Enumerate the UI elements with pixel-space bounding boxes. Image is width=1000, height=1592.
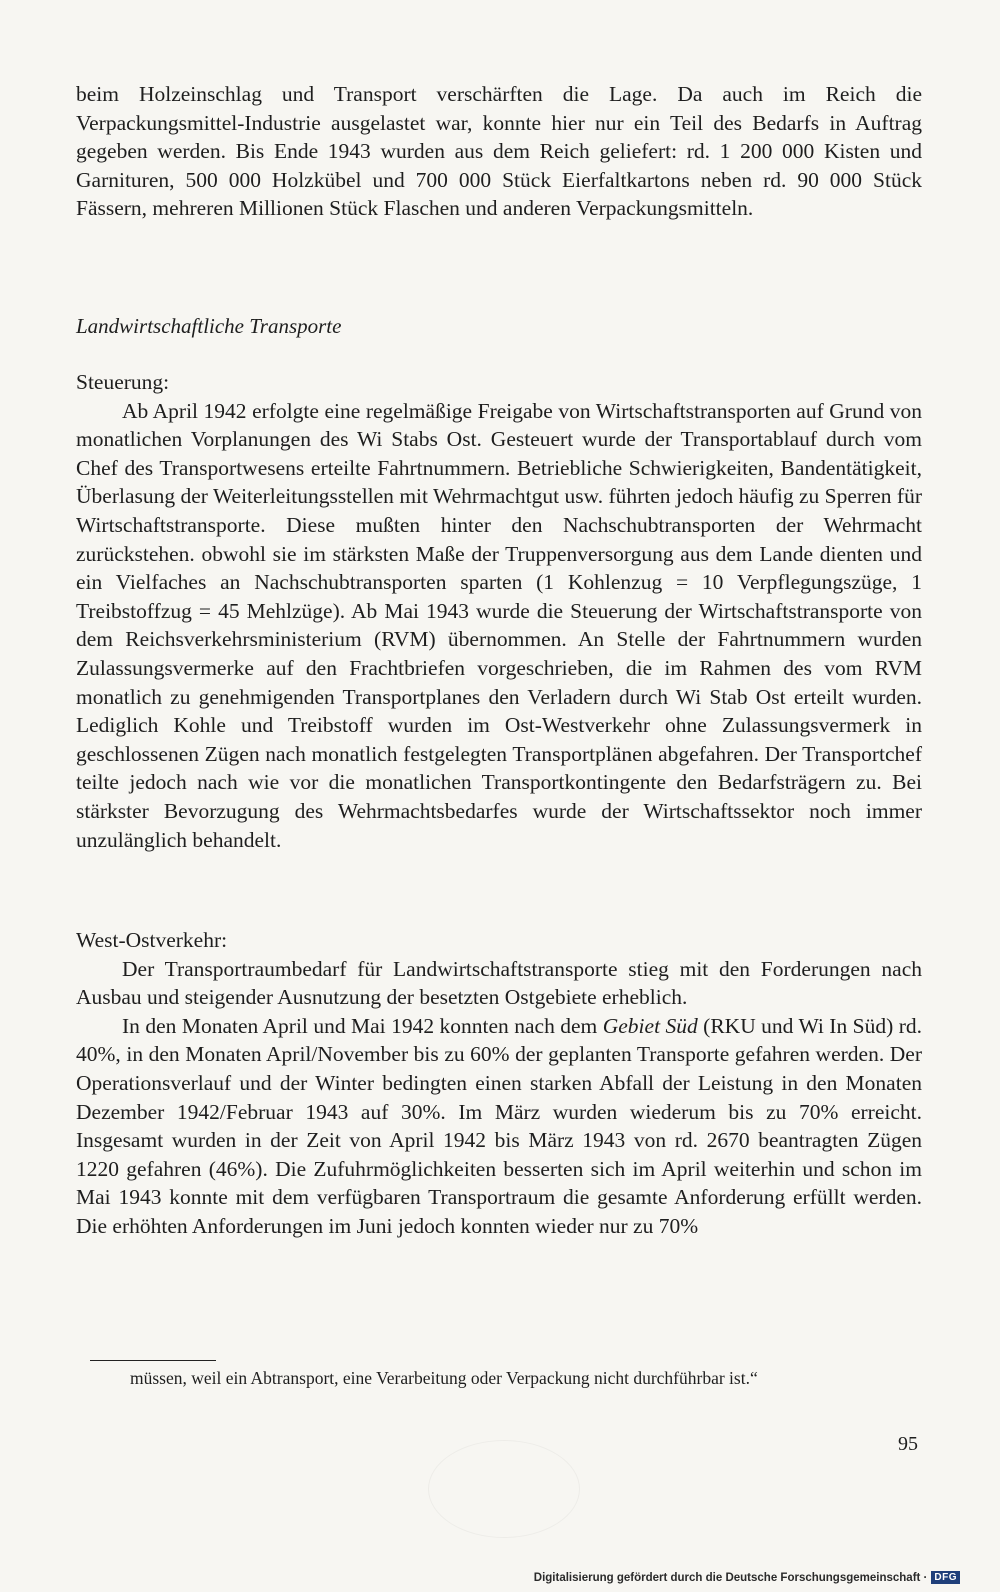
west-ost-paragraph-2: [76, 1012, 922, 1241]
west-ost-block: [76, 926, 922, 1241]
dfg-logo: DFG: [931, 1571, 960, 1584]
west-ost-paragraph-2-end: (RKU und Wi In Süd) rd. 40%, in den Monaten April/November bis zu 60% der geplanten Transporte gefahren werden. Der Operationsverlauf und der Winter bedingten einen starken Abfall der Leistung in den Monaten Dezember 1942/Februar 1943 auf 30%. Im März wurden wiederum bis zu 70% erreicht. Insgesamt wurden in der Zeit von April 1942 bis März 1943 von rd. 2670 beantragten Zügen 1220 gefahren (46%). Die Zufuhrmöglichkeiten besserten sich im April weiterhin und schon im Mai 1943 konnte mit dem verfügbaren Transportraum die gesamte Anforderung erfüllt werden. Die erhöhten Anforderungen im Juni jedoch konnten wieder nur zu 70%: [76, 1013, 923, 1238]
intro-paragraph: beim Holzeinschlag und Transport verschärften die Lage. Da auch im Reich die Verpackungsmittel-Industrie ausgelastet war, konnte hier nur ein Teil des Bedarfs in Auftrag gegeben werden. Bis Ende 1943 wurden aus dem Reich geliefert: rd. 1 200 000 Kisten und Garnituren, 500 000 Holzkübel und 700 000 Stück Eierfaltkartons neben rd. 90 000 Stück Fässern, mehreren Millionen Stück Flaschen und anderen Verpackungsmitteln.: [76, 82, 922, 221]
west-ost-label: West-Ostverkehr:: [76, 928, 228, 952]
steuerung-block: [76, 368, 922, 854]
digitization-credit: [534, 1571, 960, 1584]
section-heading: Landwirtschaftliche Transporte: [76, 314, 342, 338]
intro-block: [76, 80, 922, 223]
faint-library-stamp: [428, 1440, 580, 1538]
digitization-credit-text: Digitalisierung gefördert durch die Deutsche Forschungsgemeinschaft ·: [533, 1571, 928, 1584]
west-ost-paragraph-2-start: In den Monaten April und Mai 1942 konnten nach dem: [122, 1013, 603, 1038]
gebiet-sued-emphasis: Gebiet Süd: [602, 1013, 698, 1038]
page-number: 95: [898, 1433, 918, 1455]
steuerung-label: Steuerung:: [76, 370, 170, 394]
steuerung-paragraph: Ab April 1942 erfolgte eine regelmäßige Freigabe von Wirtschaftstransporten auf Grund von monatlichen Vorplanungen des Wi Stabs Ost. Gesteuert wurde der Transportablauf durch vom Chef des Transportwesens erteilte Fahrtnummern. Betriebliche Schwierigkeiten, Bandentätigkeit, Überlasung der Weiterleitungsstellen mit Wehrmachtgut usw. führten jedoch häufig zu Sperren für Wirtschaftstransporte. Diese mußten hinter den Nachschubtransporten der Wehrmacht zurückstehen. obwohl sie im stärksten Maße der Truppenversorgung aus dem Lande dienten und ein Vielfaches an Nachschubtransporten sparten (1 Kohlenzug = 10 Verpflegungszüge, 1 Treibstoffzug = 45 Mehlzüge). Ab Mai 1943 wurde die Steuerung der Wirtschaftstransporte von dem Reichsverkehrsministerium (RVM) übernommen. An Stelle der Fahrtnummern wurden Zulassungsvermerke auf den Frachtbriefen vorgeschrieben, die im Rahmen des vom RVM monatlich zu genehmigenden Transportplanes den Verladern durch Wi Stab Ost erteilt wurden. Lediglich Kohle und Treibstoff wurden im Ost-Westverkehr ohne Zulassungsvermerk in geschlossenen Zügen nach monatlich festgelegten Transportplänen abgefahren. Der Transportchef teilte jedoch nach wie vor die monatlichen Transportkontingente den Bedarfsträgern zu. Bei stärkster Bevorzugung des Wehrmachtsbedarfes wurde der Wirtschaftssektor noch immer unzulänglich behandelt.: [76, 398, 922, 852]
west-ost-paragraph-1: Der Transportraumbedarf für Landwirtschaftstransporte stieg mit den Forderungen nach Ausbau und steigender Ausnutzung der besetzten Ostgebiete erheblich.: [76, 956, 922, 1010]
footnote-divider: [90, 1360, 216, 1361]
footnote: müssen, weil ein Abtransport, eine Verarbeitung oder Verpackung nicht durchführbar ist.“: [130, 1368, 758, 1388]
